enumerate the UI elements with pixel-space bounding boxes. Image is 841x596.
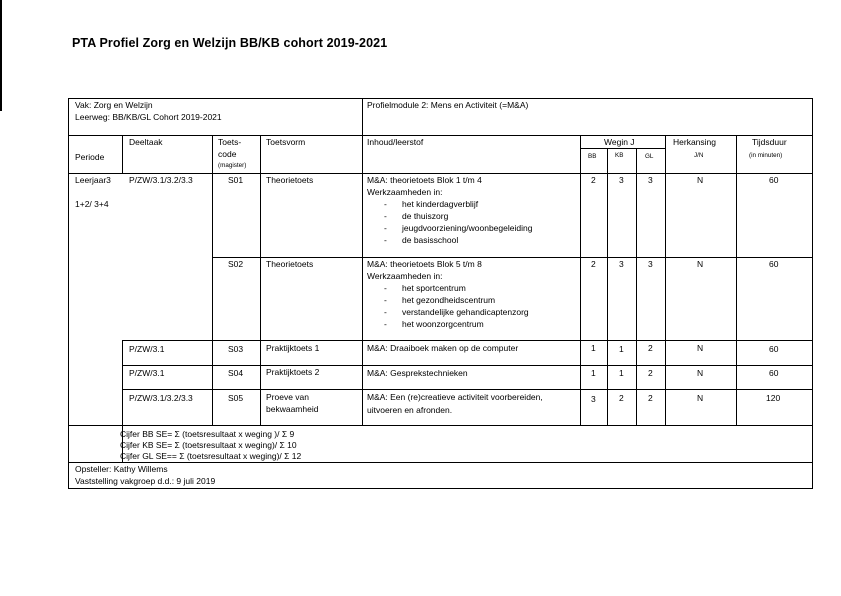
row-s02-item: het woonzorgcentrum xyxy=(402,319,484,329)
bullet-dash: - xyxy=(384,307,387,317)
row-s02-item: het gezondheidscentrum xyxy=(402,295,496,305)
periode-value-2: 1+2/ 3+4 xyxy=(75,199,109,209)
row-s01-tijd: 60 xyxy=(769,175,779,185)
row-s04-gl: 2 xyxy=(648,368,653,378)
bullet-dash: - xyxy=(384,235,387,245)
row-s05-inhoud-2: uitvoeren en afronden. xyxy=(367,405,453,415)
row-s01-bb: 2 xyxy=(591,175,596,185)
row-s01-gl: 3 xyxy=(648,175,653,185)
row-s05-deeltaak: P/ZW/3.1/3.2/3.3 xyxy=(129,393,193,403)
col-header-periode: Periode xyxy=(75,152,105,162)
subheader-divider xyxy=(580,148,665,149)
row-s03-tijd: 60 xyxy=(769,344,779,354)
formula-bb: Cijfer BB SE= Σ (toetsresultaat x weging )/ Σ 9 xyxy=(120,429,295,439)
row-divider xyxy=(122,365,813,366)
row-s05-vorm: Proeve van xyxy=(266,392,309,402)
row-s02-kb: 3 xyxy=(619,259,624,269)
col-divider xyxy=(580,135,581,425)
row-s02-tijd: 60 xyxy=(769,259,779,269)
col-divider xyxy=(607,148,608,425)
col-header-herkansing: Herkansing xyxy=(673,137,716,147)
bullet-dash: - xyxy=(384,295,387,305)
row-s05-code: S05 xyxy=(228,393,244,403)
col-divider xyxy=(665,135,666,425)
row-s05-bb: 3 xyxy=(591,394,596,404)
row-s04-bb: 1 xyxy=(591,368,596,378)
row-s02-werk: Werkzaamheden in: xyxy=(367,271,443,281)
formula-gl: Cijfer GL SE== Σ (toetsresultaat x weging)/ Σ 12 xyxy=(120,451,302,461)
row-s03-vorm: Praktijktoets 1 xyxy=(266,343,320,353)
col-header-tijdsduur: Tijdsduur xyxy=(752,137,787,147)
col-header-toetscode-3: (magister) xyxy=(218,162,247,169)
row-s03-inhoud: M&A: Draaiboek maken op de computer xyxy=(367,343,519,353)
row-s05-kb: 2 xyxy=(619,393,624,403)
row-s02-gl: 3 xyxy=(648,259,653,269)
row-s04-code: S04 xyxy=(228,368,244,378)
row-divider xyxy=(122,389,813,390)
row-s02-inhoud: M&A: theorietoets Blok 5 t/m 8 xyxy=(367,259,482,269)
col-header-inhoud: Inhoud/leerstof xyxy=(367,137,424,147)
col-header-bb: BB xyxy=(588,153,597,160)
row-s02-item: het sportcentrum xyxy=(402,283,466,293)
col-divider xyxy=(636,148,637,425)
table-border-right xyxy=(812,98,813,489)
row-s04-inhoud: M&A: Gesprekstechnieken xyxy=(367,368,468,378)
bullet-dash: - xyxy=(384,199,387,209)
row-s04-vorm: Praktijktoets 2 xyxy=(266,367,320,377)
row-s03-deeltaak: P/ZW/3.1 xyxy=(129,344,165,354)
row-s02-bb: 2 xyxy=(591,259,596,269)
bullet-dash: - xyxy=(384,223,387,233)
row-s01-werk: Werkzaamheden in: xyxy=(367,187,443,197)
row-s05-herk: N xyxy=(697,393,704,403)
row-s05-gl: 2 xyxy=(648,393,653,403)
col-header-tijdsduur-2: (in minuten) xyxy=(749,152,783,159)
col-divider xyxy=(122,135,123,173)
row-divider xyxy=(122,340,813,341)
col-header-weging: Wegin J xyxy=(604,137,635,147)
row-s04-deeltaak: P/ZW/3.1 xyxy=(129,368,165,378)
row-s01-code: S01 xyxy=(228,175,244,185)
opsteller-label: Opsteller: Kathy Willems xyxy=(75,464,168,474)
vaststelling-label: Vaststelling vakgroep d.d.: 9 juli 2019 xyxy=(75,476,216,486)
col-header-gl: GL xyxy=(645,153,654,160)
table-border-left xyxy=(68,98,69,489)
row-s01-item: het kinderdagverblijf xyxy=(402,199,479,209)
col-divider xyxy=(362,98,363,425)
table-border-bottom xyxy=(68,488,813,489)
col-divider xyxy=(736,135,737,425)
col-header-toetscode-2: code xyxy=(218,149,237,159)
row-s01-item: de basisschool xyxy=(402,235,459,245)
row-s04-kb: 1 xyxy=(619,368,624,378)
col-header-herkansing-2: J/N xyxy=(694,152,704,159)
row-s01-item: de thuiszorg xyxy=(402,211,449,221)
bullet-dash: - xyxy=(384,283,387,293)
col-header-toetscode: Toets- xyxy=(218,137,242,147)
row-s01-inhoud: M&A: theorietoets Blok 1 t/m 4 xyxy=(367,175,482,185)
row-s03-code: S03 xyxy=(228,344,244,354)
row-s05-tijd: 120 xyxy=(766,393,781,403)
row-s02-code: S02 xyxy=(228,259,244,269)
col-header-deeltaak: Deeltaak xyxy=(129,137,163,147)
row-s02-item: verstandelijke gehandicaptenzorg xyxy=(402,307,529,317)
document-title: PTA Profiel Zorg en Welzijn BB/KB cohort 2019-2021 xyxy=(72,36,388,50)
row-s03-kb: 1 xyxy=(619,344,624,354)
col-header-toetsvorm: Toetsvorm xyxy=(266,137,306,147)
row-s01-vorm: Theorietoets xyxy=(266,175,314,185)
vak-label: Vak: Zorg en Welzijn xyxy=(75,100,153,110)
col-divider xyxy=(260,135,261,425)
row-s03-herk: N xyxy=(697,343,704,353)
periode-value: Leerjaar3 xyxy=(75,175,111,185)
row-s01-kb: 3 xyxy=(619,175,624,185)
row-s01-deeltaak: P/ZW/3.1/3.2/3.3 xyxy=(129,175,193,185)
formula-kb: Cijfer KB SE= Σ (toetsresultaat x weging)/ Σ 10 xyxy=(120,440,297,450)
col-header-kb: KB xyxy=(615,152,624,159)
row-s04-herk: N xyxy=(697,368,704,378)
bullet-dash: - xyxy=(384,319,387,329)
profielmodule-label: Profielmodule 2: Mens en Activiteit (=M&A) xyxy=(367,100,529,110)
row-divider xyxy=(68,462,813,463)
row-s02-herk: N xyxy=(697,259,704,269)
row-s05-inhoud: M&A: Een (re)creatieve activiteit voorbereiden, xyxy=(367,392,543,402)
leerweg-label: Leerweg: BB/KB/GL Cohort 2019-2021 xyxy=(75,112,222,122)
row-s05-vorm-2: bekwaamheid xyxy=(266,404,319,414)
row-s04-tijd: 60 xyxy=(769,368,779,378)
col-divider xyxy=(212,135,213,425)
row-s03-bb: 1 xyxy=(591,343,596,353)
bullet-dash: - xyxy=(384,211,387,221)
row-divider xyxy=(68,425,813,426)
row-s02-vorm: Theorietoets xyxy=(266,259,314,269)
row-s01-herk: N xyxy=(697,175,704,185)
row-s01-item: jeugdvoorziening/woonbegeleiding xyxy=(402,223,533,233)
row-s03-gl: 2 xyxy=(648,343,653,353)
